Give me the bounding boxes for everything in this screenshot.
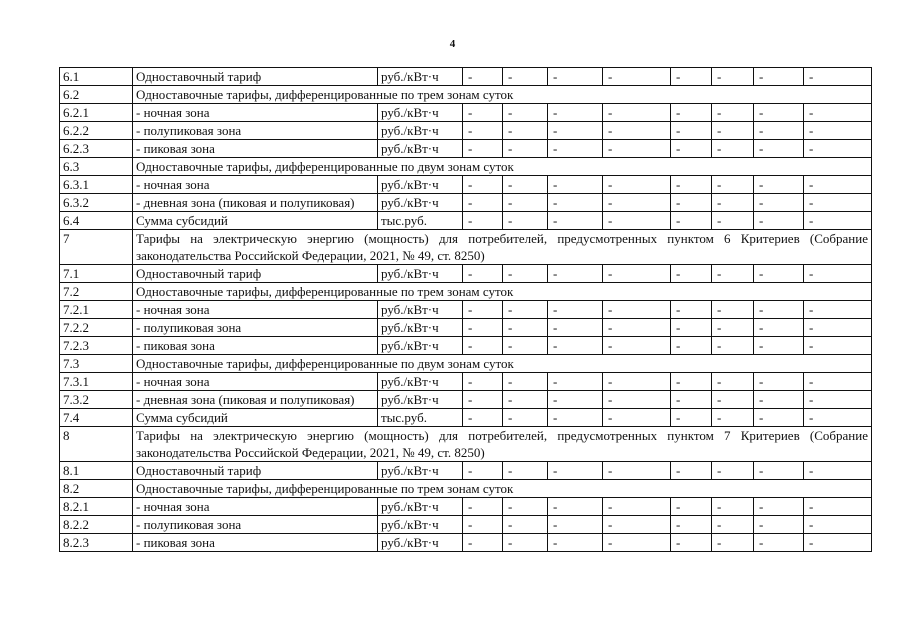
value-cell: - [603, 516, 671, 534]
value-cell: - [671, 534, 712, 552]
value-cell: - [712, 337, 754, 355]
value-cell: - [548, 122, 603, 140]
value-cell: - [548, 140, 603, 158]
row-unit: руб./кВт·ч [378, 301, 463, 319]
value-cell: - [804, 122, 872, 140]
value-cell: - [548, 68, 603, 86]
row-unit: руб./кВт·ч [378, 104, 463, 122]
row-unit: руб./кВт·ч [378, 140, 463, 158]
value-cell: - [503, 409, 548, 427]
value-cell: - [671, 516, 712, 534]
value-cell: - [548, 265, 603, 283]
row-name: - дневная зона (пиковая и полупиковая) [133, 391, 378, 409]
value-cell: - [548, 301, 603, 319]
value-cell: - [712, 391, 754, 409]
value-cell: - [671, 373, 712, 391]
row-number: 6.3.1 [60, 176, 133, 194]
value-cell: - [804, 516, 872, 534]
value-cell: - [804, 534, 872, 552]
value-cell: - [548, 516, 603, 534]
table-row [60, 534, 872, 552]
row-number: 8 [60, 427, 133, 462]
row-unit: руб./кВт·ч [378, 194, 463, 212]
value-cell: - [503, 176, 548, 194]
row-unit: руб./кВт·ч [378, 319, 463, 337]
section-heading: Одноставочные тарифы, дифференцированные по двум зонам суток [133, 355, 872, 373]
value-cell: - [671, 122, 712, 140]
value-cell: - [754, 104, 804, 122]
value-cell: - [754, 176, 804, 194]
tariff-table [59, 67, 872, 552]
row-unit: руб./кВт·ч [378, 265, 463, 283]
table-row [60, 283, 872, 301]
table-row [60, 355, 872, 373]
value-cell: - [503, 122, 548, 140]
value-cell: - [548, 319, 603, 337]
value-cell: - [804, 391, 872, 409]
table-row [60, 68, 872, 86]
table-row [60, 498, 872, 516]
row-number: 7.3 [60, 355, 133, 373]
value-cell: - [603, 409, 671, 427]
value-cell: - [463, 104, 503, 122]
value-cell: - [754, 122, 804, 140]
value-cell: - [548, 104, 603, 122]
value-cell: - [603, 337, 671, 355]
value-cell: - [712, 265, 754, 283]
row-name: - полупиковая зона [133, 319, 378, 337]
row-name: - дневная зона (пиковая и полупиковая) [133, 194, 378, 212]
value-cell: - [548, 391, 603, 409]
value-cell: - [804, 498, 872, 516]
value-cell: - [603, 462, 671, 480]
value-cell: - [503, 391, 548, 409]
value-cell: - [463, 319, 503, 337]
row-number: 8.2.1 [60, 498, 133, 516]
row-unit: руб./кВт·ч [378, 176, 463, 194]
row-unit: руб./кВт·ч [378, 516, 463, 534]
value-cell: - [503, 462, 548, 480]
value-cell: - [463, 140, 503, 158]
section-heading: Одноставочные тарифы, дифференцированные по трем зонам суток [133, 283, 872, 301]
value-cell: - [712, 462, 754, 480]
value-cell: - [548, 462, 603, 480]
value-cell: - [754, 212, 804, 230]
value-cell: - [712, 194, 754, 212]
value-cell: - [712, 498, 754, 516]
value-cell: - [463, 391, 503, 409]
value-cell: - [503, 301, 548, 319]
table-row [60, 176, 872, 194]
value-cell: - [712, 176, 754, 194]
table-row [60, 265, 872, 283]
value-cell: - [503, 516, 548, 534]
value-cell: - [754, 516, 804, 534]
value-cell: - [603, 212, 671, 230]
value-cell: - [671, 68, 712, 86]
value-cell: - [548, 212, 603, 230]
value-cell: - [712, 122, 754, 140]
value-cell: - [503, 68, 548, 86]
table-row [60, 104, 872, 122]
value-cell: - [754, 462, 804, 480]
value-cell: - [603, 68, 671, 86]
value-cell: - [671, 301, 712, 319]
value-cell: - [671, 409, 712, 427]
value-cell: - [671, 140, 712, 158]
row-unit: руб./кВт·ч [378, 337, 463, 355]
table-row [60, 480, 872, 498]
value-cell: - [671, 104, 712, 122]
row-unit: руб./кВт·ч [378, 534, 463, 552]
value-cell: - [754, 337, 804, 355]
value-cell: - [463, 265, 503, 283]
section-heading: Одноставочные тарифы, дифференцированные по двум зонам суток [133, 158, 872, 176]
value-cell: - [603, 176, 671, 194]
value-cell: - [503, 498, 548, 516]
value-cell: - [548, 337, 603, 355]
value-cell: - [548, 176, 603, 194]
row-number: 8.1 [60, 462, 133, 480]
value-cell: - [463, 176, 503, 194]
row-number: 7 [60, 230, 133, 265]
row-unit: руб./кВт·ч [378, 498, 463, 516]
value-cell: - [804, 176, 872, 194]
value-cell: - [671, 498, 712, 516]
value-cell: - [503, 534, 548, 552]
section-heading: Одноставочные тарифы, дифференцированные по трем зонам суток [133, 86, 872, 104]
value-cell: - [712, 516, 754, 534]
value-cell: - [503, 265, 548, 283]
value-cell: - [463, 301, 503, 319]
row-name: - пиковая зона [133, 337, 378, 355]
row-name: Сумма субсидий [133, 409, 378, 427]
row-name: - пиковая зона [133, 534, 378, 552]
value-cell: - [671, 176, 712, 194]
value-cell: - [712, 212, 754, 230]
value-cell: - [671, 391, 712, 409]
row-name: - пиковая зона [133, 140, 378, 158]
row-number: 7.3.2 [60, 391, 133, 409]
value-cell: - [712, 104, 754, 122]
row-number: 7.2.1 [60, 301, 133, 319]
value-cell: - [671, 319, 712, 337]
value-cell: - [804, 104, 872, 122]
row-number: 6.1 [60, 68, 133, 86]
value-cell: - [712, 301, 754, 319]
table-row [60, 212, 872, 230]
row-unit: руб./кВт·ч [378, 68, 463, 86]
table-row [60, 391, 872, 409]
value-cell: - [503, 319, 548, 337]
value-cell: - [804, 301, 872, 319]
value-cell: - [712, 319, 754, 337]
value-cell: - [754, 373, 804, 391]
value-cell: - [754, 301, 804, 319]
value-cell: - [548, 534, 603, 552]
row-number: 7.2.3 [60, 337, 133, 355]
row-name: - ночная зона [133, 301, 378, 319]
table-row [60, 373, 872, 391]
value-cell: - [603, 498, 671, 516]
value-cell: - [804, 462, 872, 480]
row-unit: руб./кВт·ч [378, 122, 463, 140]
value-cell: - [548, 194, 603, 212]
value-cell: - [503, 337, 548, 355]
table-row [60, 409, 872, 427]
value-cell: - [754, 140, 804, 158]
value-cell: - [754, 534, 804, 552]
row-unit: руб./кВт·ч [378, 462, 463, 480]
row-name: - ночная зона [133, 176, 378, 194]
value-cell: - [671, 194, 712, 212]
value-cell: - [548, 373, 603, 391]
row-number: 6.2.1 [60, 104, 133, 122]
row-name: - ночная зона [133, 498, 378, 516]
section-heading: Одноставочные тарифы, дифференцированные по трем зонам суток [133, 480, 872, 498]
value-cell: - [503, 140, 548, 158]
value-cell: - [671, 337, 712, 355]
table-row [60, 86, 872, 104]
table-row [60, 158, 872, 176]
table-row [60, 301, 872, 319]
value-cell: - [671, 265, 712, 283]
row-number: 6.2.2 [60, 122, 133, 140]
value-cell: - [463, 122, 503, 140]
value-cell: - [804, 140, 872, 158]
row-number: 7.2 [60, 283, 133, 301]
value-cell: - [463, 462, 503, 480]
row-number: 6.3 [60, 158, 133, 176]
row-number: 7.1 [60, 265, 133, 283]
value-cell: - [548, 498, 603, 516]
value-cell: - [548, 409, 603, 427]
value-cell: - [463, 498, 503, 516]
row-number: 8.2.3 [60, 534, 133, 552]
value-cell: - [463, 68, 503, 86]
value-cell: - [804, 265, 872, 283]
value-cell: - [671, 462, 712, 480]
value-cell: - [463, 212, 503, 230]
table-row [60, 319, 872, 337]
tariff-table-body [60, 68, 872, 552]
value-cell: - [463, 409, 503, 427]
value-cell: - [712, 68, 754, 86]
row-number: 6.2 [60, 86, 133, 104]
row-number: 6.4 [60, 212, 133, 230]
row-name: Одноставочный тариф [133, 68, 378, 86]
row-name: Одноставочный тариф [133, 265, 378, 283]
value-cell: - [463, 194, 503, 212]
row-name: - полупиковая зона [133, 122, 378, 140]
value-cell: - [754, 194, 804, 212]
value-cell: - [754, 265, 804, 283]
table-row [60, 194, 872, 212]
row-name: - ночная зона [133, 104, 378, 122]
value-cell: - [463, 516, 503, 534]
row-unit: руб./кВт·ч [378, 391, 463, 409]
row-number: 8.2 [60, 480, 133, 498]
row-number: 7.4 [60, 409, 133, 427]
section-heading: Тарифы на электрическую энергию (мощность) для потребителей, предусмотренных пунктом 7 Критериев (Собрание законодательства Российской Федерации, 2021, № 49, ст. 8250) [133, 427, 872, 462]
row-number: 8.2.2 [60, 516, 133, 534]
value-cell: - [503, 212, 548, 230]
page-number: 4 [449, 38, 456, 50]
row-unit: руб./кВт·ч [378, 373, 463, 391]
value-cell: - [463, 337, 503, 355]
table-row [60, 516, 872, 534]
value-cell: - [603, 534, 671, 552]
value-cell: - [671, 212, 712, 230]
value-cell: - [503, 373, 548, 391]
value-cell: - [603, 104, 671, 122]
value-cell: - [463, 534, 503, 552]
value-cell: - [463, 373, 503, 391]
value-cell: - [804, 373, 872, 391]
value-cell: - [712, 534, 754, 552]
value-cell: - [804, 68, 872, 86]
value-cell: - [712, 409, 754, 427]
table-row [60, 122, 872, 140]
value-cell: - [712, 140, 754, 158]
table-row [60, 462, 872, 480]
value-cell: - [603, 373, 671, 391]
section-heading: Тарифы на электрическую энергию (мощность) для потребителей, предусмотренных пунктом 6 Критериев (Собрание законодательства Российской Федерации, 2021, № 49, ст. 8250) [133, 230, 872, 265]
table-row [60, 337, 872, 355]
row-name: - полупиковая зона [133, 516, 378, 534]
value-cell: - [754, 409, 804, 427]
value-cell: - [754, 498, 804, 516]
row-number: 6.3.2 [60, 194, 133, 212]
value-cell: - [754, 68, 804, 86]
value-cell: - [603, 140, 671, 158]
value-cell: - [603, 122, 671, 140]
table-row [60, 427, 872, 462]
value-cell: - [804, 194, 872, 212]
value-cell: - [804, 409, 872, 427]
value-cell: - [603, 391, 671, 409]
value-cell: - [754, 319, 804, 337]
row-number: 7.3.1 [60, 373, 133, 391]
row-name: Сумма субсидий [133, 212, 378, 230]
row-unit: тыс.руб. [378, 409, 463, 427]
value-cell: - [804, 212, 872, 230]
value-cell: - [712, 373, 754, 391]
row-name: - ночная зона [133, 373, 378, 391]
value-cell: - [603, 301, 671, 319]
row-number: 6.2.3 [60, 140, 133, 158]
table-row [60, 230, 872, 265]
value-cell: - [804, 319, 872, 337]
table-row [60, 140, 872, 158]
value-cell: - [503, 104, 548, 122]
value-cell: - [603, 194, 671, 212]
value-cell: - [603, 319, 671, 337]
value-cell: - [603, 265, 671, 283]
row-number: 7.2.2 [60, 319, 133, 337]
value-cell: - [754, 391, 804, 409]
value-cell: - [503, 194, 548, 212]
row-name: Одноставочный тариф [133, 462, 378, 480]
value-cell: - [804, 337, 872, 355]
row-unit: тыс.руб. [378, 212, 463, 230]
